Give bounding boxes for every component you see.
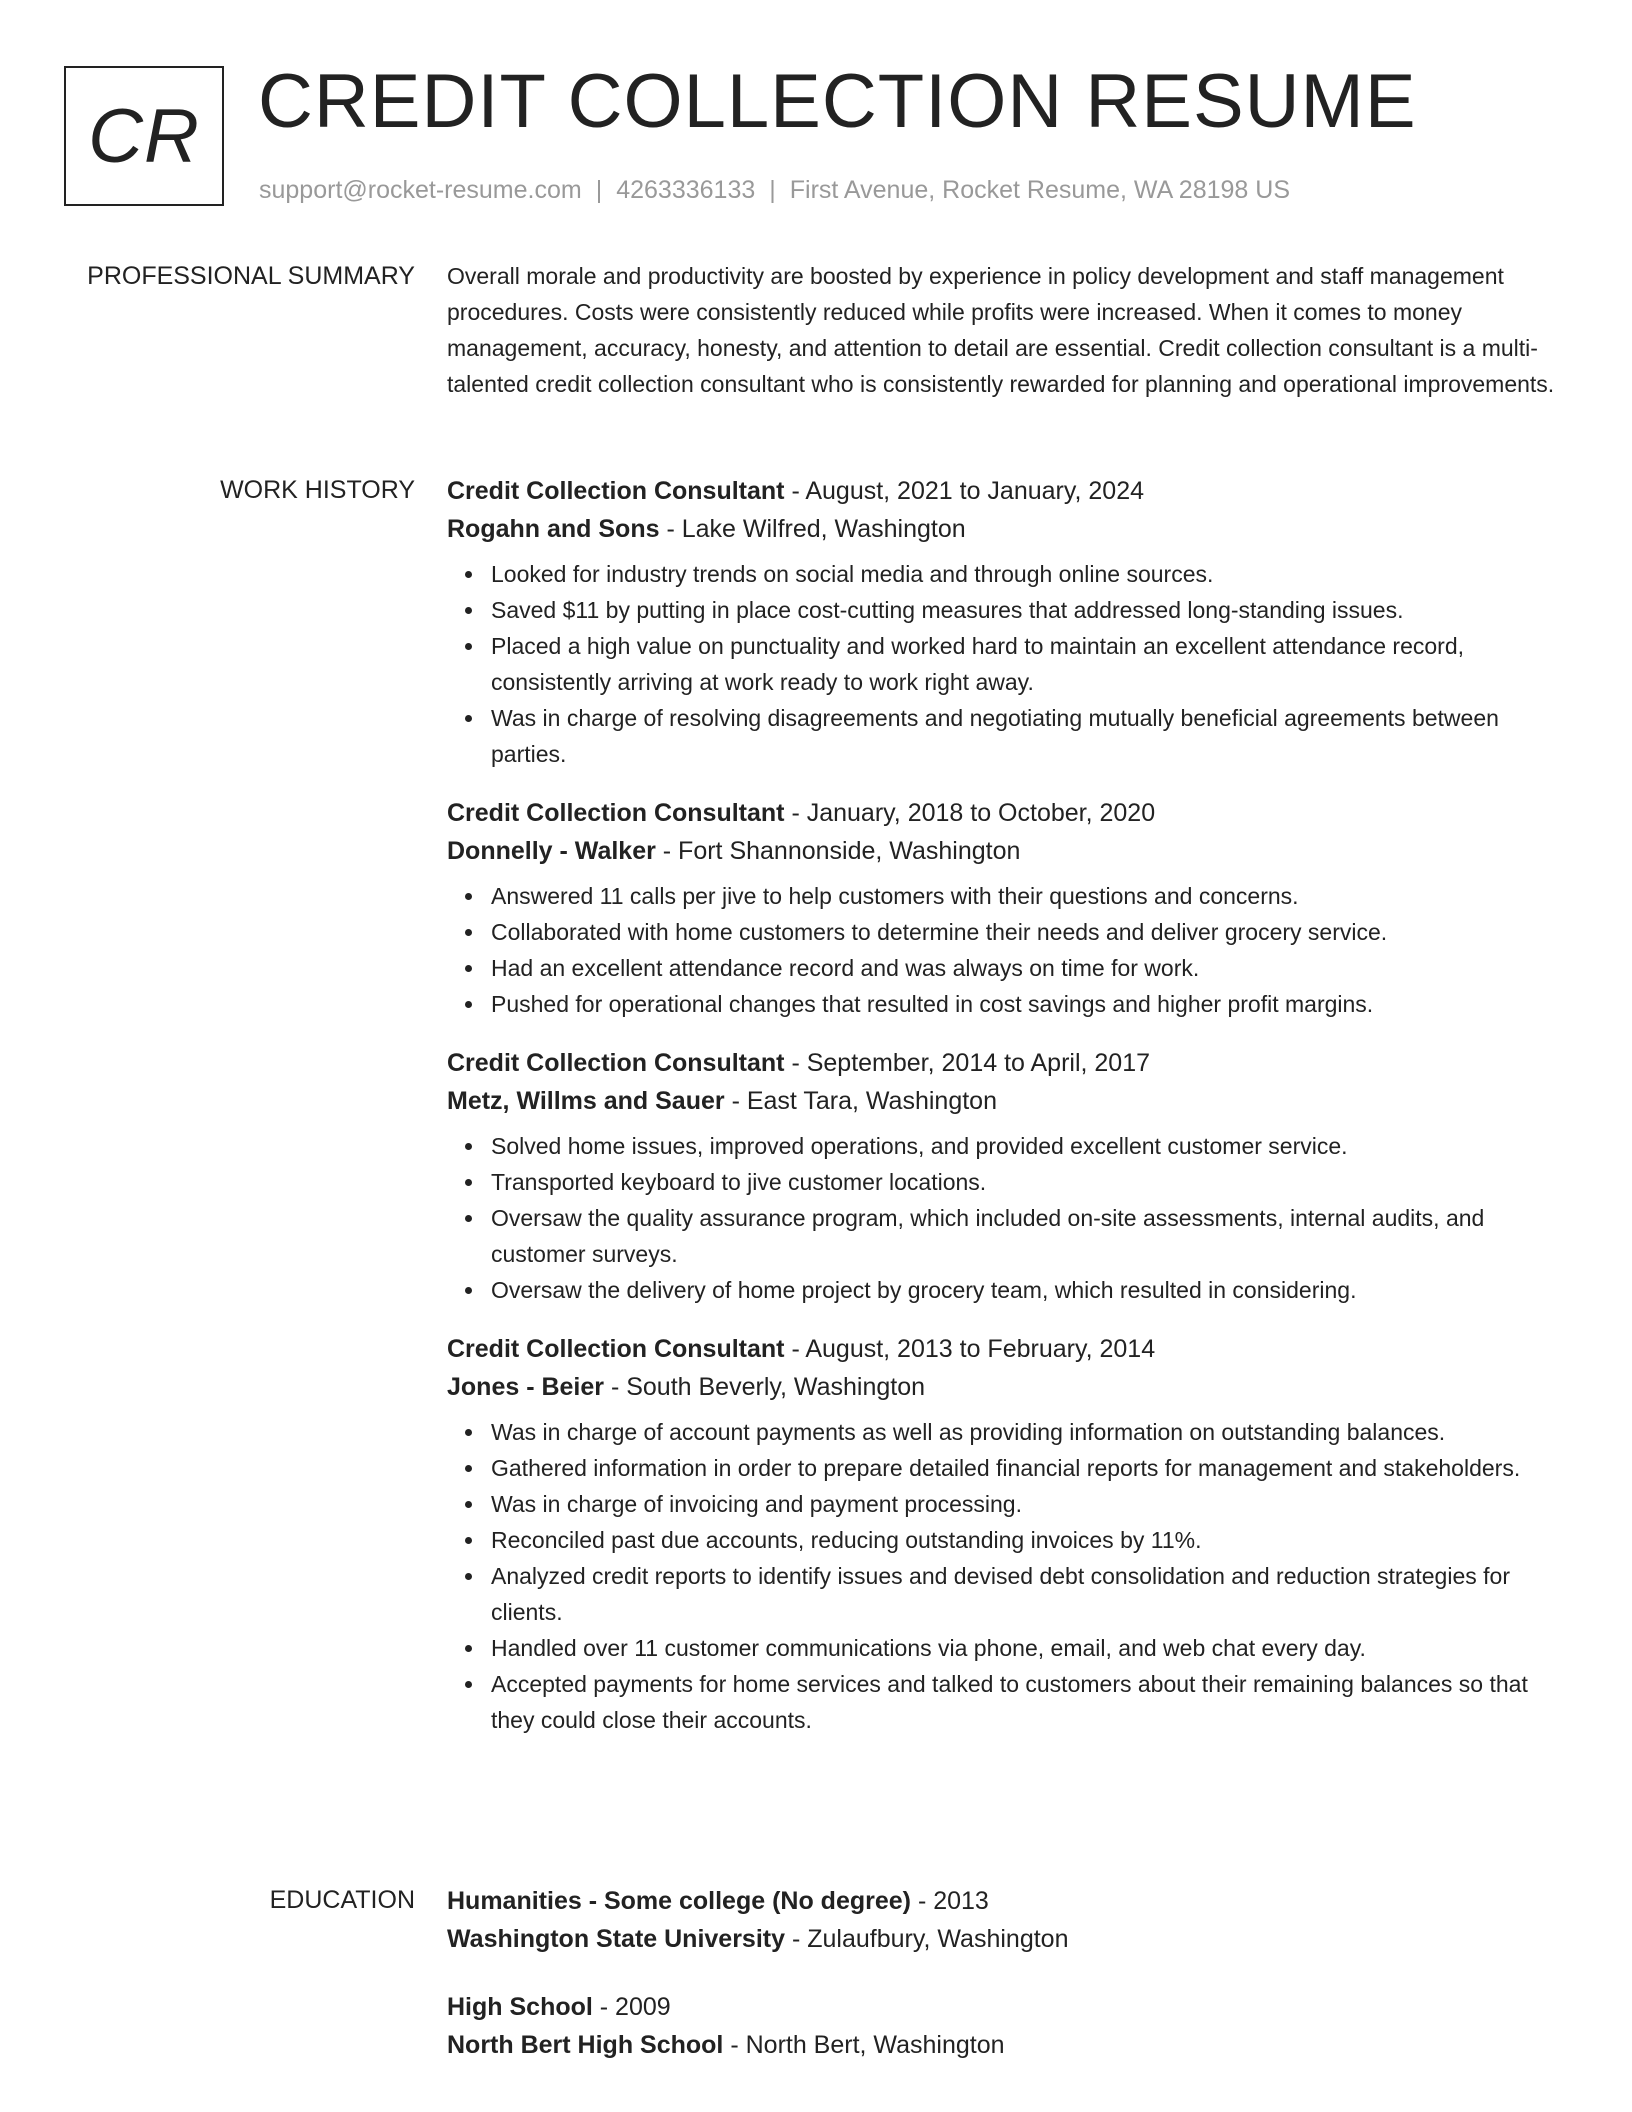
job-location: - South Beverly, Washington: [604, 1373, 925, 1401]
job-title: Credit Collection Consultant: [447, 799, 785, 827]
resume-title: CREDIT COLLECTION RESUME: [258, 59, 1417, 144]
job-company: Rogahn and Sons: [447, 515, 660, 543]
job-bullets: [447, 878, 1577, 1022]
job-bullet: Oversaw the quality assurance program, which included on-site assessments, internal audits, and customer surveys.: [491, 1200, 1577, 1272]
job-entry: [447, 472, 1577, 772]
education-body: [447, 1882, 1577, 2094]
contact-line: [259, 174, 1290, 206]
job-title-line: [447, 1044, 1577, 1082]
education-location: - Zulaufbury, Washington: [785, 1925, 1069, 1953]
job-dates: - January, 2018 to October, 2020: [784, 799, 1156, 827]
job-bullet: Oversaw the delivery of home project by grocery team, which resulted in considering.: [491, 1272, 1577, 1308]
job-company: Jones - Beier: [447, 1373, 605, 1401]
job-bullet: Handled over 11 customer communications via phone, email, and web chat every day.: [491, 1630, 1577, 1666]
job-dates: - August, 2021 to January, 2024: [784, 477, 1145, 505]
job-entry: [447, 1044, 1577, 1308]
education-degree-line: [447, 1988, 1577, 2026]
job-bullets: [447, 1128, 1577, 1308]
contact-phone: 4263336133: [616, 176, 756, 204]
work-history-body: [447, 472, 1577, 1760]
education-degree-line: [447, 1882, 1577, 1920]
job-entry: [447, 794, 1577, 1022]
job-bullet: Solved home issues, improved operations, and provided excellent customer service.: [491, 1128, 1577, 1164]
education-entry: [447, 1882, 1577, 1958]
job-bullets: [447, 1414, 1577, 1738]
initials-monogram: CR: [64, 66, 224, 206]
education-school: Washington State University: [447, 1925, 786, 1953]
education-entry: [447, 1988, 1577, 2064]
job-title-line: [447, 472, 1577, 510]
job-bullet: Reconciled past due accounts, reducing outstanding invoices by 11%.: [491, 1522, 1577, 1558]
job-bullet: Transported keyboard to jive customer locations.: [491, 1164, 1577, 1200]
job-company-line: [447, 832, 1577, 870]
job-company: Donnelly - Walker: [447, 837, 656, 865]
job-title: Credit Collection Consultant: [447, 1049, 785, 1077]
job-title: Credit Collection Consultant: [447, 1335, 785, 1363]
job-bullet: Placed a high value on punctuality and worked hard to maintain an excellent attendance record, consistently arriving at work ready to work right away.: [491, 628, 1577, 700]
job-bullet: Was in charge of invoicing and payment processing.: [491, 1486, 1577, 1522]
contact-email: support@rocket-resume.com: [259, 176, 582, 204]
job-title-line: [447, 794, 1577, 832]
job-bullet: Collaborated with home customers to determine their needs and deliver grocery service.: [491, 914, 1577, 950]
education-degree: High School: [447, 1993, 593, 2021]
job-bullets: [447, 556, 1577, 772]
job-bullet: Had an excellent attendance record and was always on time for work.: [491, 950, 1577, 986]
job-company-line: [447, 1368, 1577, 1406]
job-bullet: Accepted payments for home services and talked to customers about their remaining balances so that they could close their accounts.: [491, 1666, 1577, 1738]
education-school: North Bert High School: [447, 2031, 724, 2059]
summary-label: PROFESSIONAL SUMMARY: [87, 262, 415, 290]
job-dates: - September, 2014 to April, 2017: [784, 1049, 1151, 1077]
contact-address: First Avenue, Rocket Resume, WA 28198 US: [789, 176, 1290, 204]
education-school-line: [447, 2026, 1577, 2064]
education-degree: Humanities - Some college (No degree): [447, 1887, 911, 1915]
contact-separator: |: [769, 176, 776, 204]
job-bullet: Looked for industry trends on social media and through online sources.: [491, 556, 1577, 592]
education-year: - 2013: [911, 1887, 989, 1915]
contact-separator: |: [595, 176, 603, 204]
job-title: Credit Collection Consultant: [447, 477, 785, 505]
job-bullet: Was in charge of resolving disagreements and negotiating mutually beneficial agreements between parties.: [491, 700, 1577, 772]
job-company-line: [447, 1082, 1577, 1120]
education-location: - North Bert, Washington: [723, 2031, 1005, 2059]
job-company: Metz, Willms and Sauer: [447, 1087, 725, 1115]
education-label: EDUCATION: [269, 1886, 415, 1914]
summary-body: [447, 258, 1577, 402]
job-company-line: [447, 510, 1577, 548]
job-location: - Lake Wilfred, Washington: [659, 515, 966, 543]
job-bullet: Answered 11 calls per jive to help customers with their questions and concerns.: [491, 878, 1577, 914]
job-location: - Fort Shannonside, Washington: [655, 837, 1021, 865]
job-entry: [447, 1330, 1577, 1738]
job-bullet: Saved $11 by putting in place cost-cutting measures that addressed long-standing issues.: [491, 592, 1577, 628]
job-bullet: Analyzed credit reports to identify issues and devised debt consolidation and reduction strategies for clients.: [491, 1558, 1577, 1630]
job-bullet: Was in charge of account payments as well as providing information on outstanding balances.: [491, 1414, 1577, 1450]
job-location: - East Tara, Washington: [724, 1087, 997, 1115]
job-bullet: Gathered information in order to prepare detailed financial reports for management and stakeholders.: [491, 1450, 1577, 1486]
job-dates: - August, 2013 to February, 2014: [784, 1335, 1156, 1363]
education-school-line: [447, 1920, 1577, 1958]
education-year: - 2009: [592, 1993, 671, 2021]
work-history-label: WORK HISTORY: [220, 476, 415, 504]
job-bullet: Pushed for operational changes that resulted in cost savings and higher profit margins.: [491, 986, 1577, 1022]
summary-text: Overall morale and productivity are boosted by experience in policy development and staff management procedures. Costs were consistently reduced while profits were increased. When it comes to money management, accuracy, honesty, and attention to detail are essential. Credit collection consultant is a multi-talented credit collection consultant who is consistently rewarded for planning and operational improvements.: [447, 263, 1555, 397]
job-title-line: [447, 1330, 1577, 1368]
